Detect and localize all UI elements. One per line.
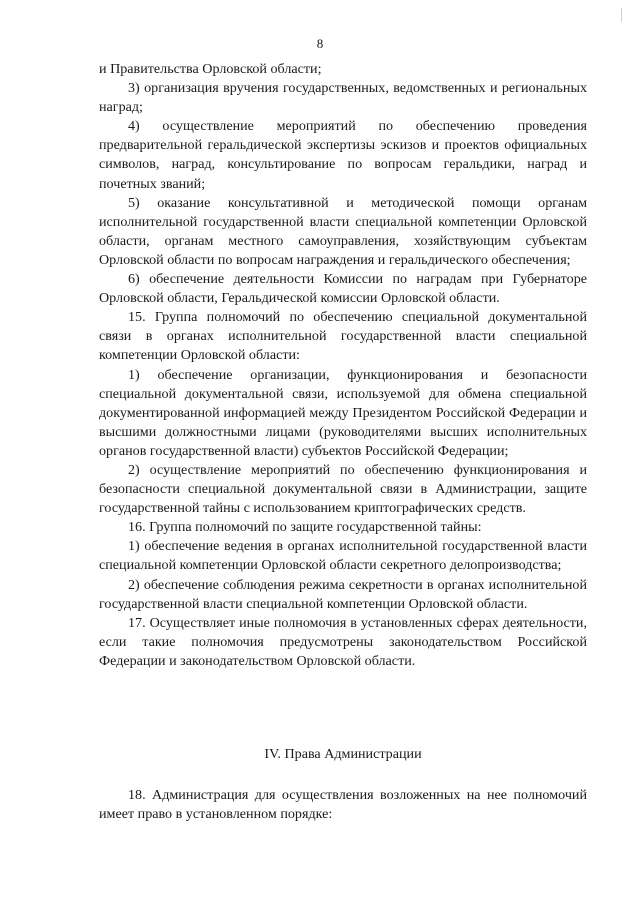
paragraph-17-other-powers: 17. Осуществляет иные полномочия в установленных сферах деятельности, если такие полномочия предусмотрены законодательством Российской Федерации и законодательством Орловской области. — [99, 614, 587, 669]
scan-edge-mark — [621, 8, 632, 22]
paragraph-item-5-consulting: 5) оказание консультативной и методической помощи органам исполнительной государственной власти специальной компетенции Орловской области, органам местного самоуправления, хозяйствующим субъектам Орловской области по вопросам награждения и геральдического обеспечения; — [99, 194, 587, 268]
paragraph-item-4-heraldry: 4) осуществление мероприятий по обеспечению проведения предварительной геральдической экспертизы эскизов и проектов официальных символов, наград, консультирование по вопросам геральдики, наград и почетных званий; — [99, 118, 587, 192]
paragraph-16-item-1: 1) обеспечение ведения в органах исполнительной государственной власти специальной компетенции Орловской области секретного делопроизводства; — [99, 538, 587, 574]
paragraph-15-item-2: 2) осуществление мероприятий по обеспечению функционирования и безопасности специальной документальной связи в Администрации, защите государственной тайны с использованием криптографических средств. — [99, 461, 587, 517]
page-number: 8 — [316, 36, 324, 51]
paragraph-15-special-communication: 15. Группа полномочий по обеспечению специальной документальной связи в органах исполнительной государственной власти специальной компетенции Орловской области: — [99, 309, 587, 364]
paragraph-18-rights: 18. Администрация для осуществления возложенных на нее полномочий имеет право в установленном порядке: — [99, 787, 587, 823]
page-body — [99, 60, 587, 824]
heading-spacer — [99, 764, 587, 786]
paragraph-16-state-secret: 16. Группа полномочий по защите государственной тайны: — [128, 519, 482, 536]
paragraph-16-item-2: 2) обеспечение соблюдения режима секретности в органах исполнительной государственной власти специальной компетенции Орловской области. — [99, 576, 587, 612]
paragraph-15-item-1: 1) обеспечение организации, функционирования и безопасности специальной документальной связи, используемой для обмена специальной документированной информацией между Президентом Российской Федерации и высшими должностными лицами (руководителями высших исполнительных органов государственной власти) субъектов Российской Федерации; — [99, 366, 587, 459]
paragraph-item-6-commissions: 6) обеспечение деятельности Комиссии по наградам при Губернаторе Орловской области, Геральдической комиссии Орловской области. — [99, 271, 587, 307]
paragraph-item-3-awards: 3) организация вручения государственных, ведомственных и региональных наград; — [99, 80, 587, 116]
section-heading: IV. Права Администрации — [264, 746, 422, 762]
paragraph-continuation: и Правительства Орловской области; — [99, 61, 322, 77]
section-spacer — [99, 671, 587, 745]
